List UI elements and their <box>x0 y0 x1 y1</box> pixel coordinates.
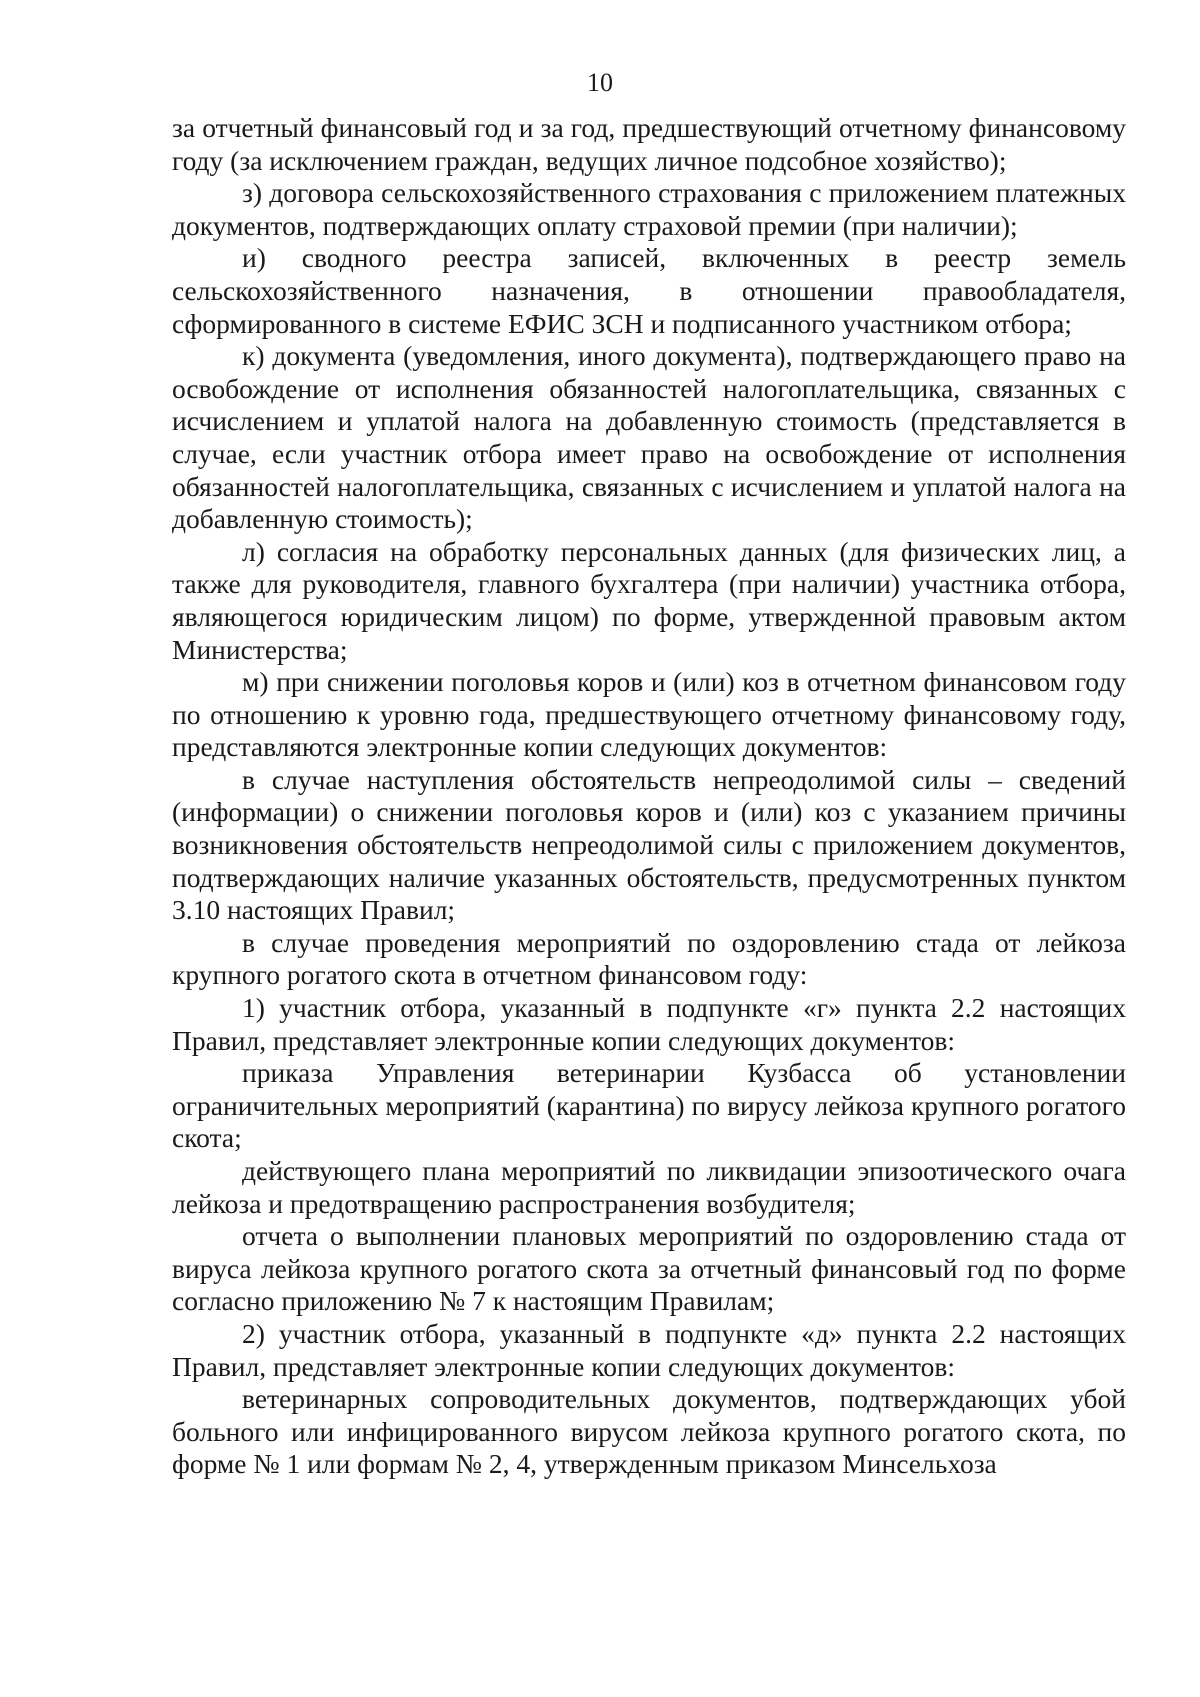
paragraph: ветеринарных сопроводительных документов, подтверждающих убой больного или инфицированного вирусом лейкоза крупного рогатого скота, по форме № 1 или формам № 2, 4, утвержденным приказом Минсельхоза <box>172 1383 1126 1480</box>
paragraph: отчета о выполнении плановых мероприятий по оздоровлению стада от вируса лейкоза крупного рогатого скота за отчетный финансовый год по форме согласно приложению № 7 к настоящим Правилам; <box>172 1220 1126 1317</box>
paragraph: л) согласия на обработку персональных данных (для физических лиц, а также для руководителя, главного бухгалтера (при наличии) участника отбора, являющегося юридическим лицом) по форме, утвержденной правовым актом Министерства; <box>172 535 1126 665</box>
paragraph: и) сводного реестра записей, включенных в реестр земель сельскохозяйственного назначения, в отношении правообладателя, сформированного в системе ЕФИС ЗСН и подписанного участником отбора; <box>172 242 1126 339</box>
document-body <box>172 112 1126 1481</box>
paragraph: в случае проведения мероприятий по оздоровлению стада от лейкоза крупного рогатого скота в отчетном финансовом году: <box>172 926 1126 991</box>
paragraph: 2) участник отбора, указанный в подпункте «д» пункта 2.2 настоящих Правил, представляет электронные копии следующих документов: <box>172 1317 1126 1382</box>
paragraph: в случае наступления обстоятельств непреодолимой силы – сведений (информации) о снижении поголовья коров и (или) коз с указанием причины возникновения обстоятельств непреодолимой силы с приложением документов, подтверждающих наличие указанных обстоятельств, предусмотренных пунктом 3.10 настоящих Правил; <box>172 763 1126 926</box>
paragraph: к) документа (уведомления, иного документа), подтверждающего право на освобождение от исполнения обязанностей налогоплательщика, связанных с исчислением и уплатой налога на добавленную стоимость (представляется в случае, если участник отбора имеет право на освобождение от исполнения обязанностей налогоплательщика, связанных с исчислением и уплатой налога на добавленную стоимость); <box>172 340 1126 535</box>
paragraph: 1) участник отбора, указанный в подпункте «г» пункта 2.2 настоящих Правил, представляет электронные копии следующих документов: <box>172 992 1126 1056</box>
paragraph: м) при снижении поголовья коров и (или) коз в отчетном финансовом году по отношению к уровню года, предшествующего отчетному финансовому году, представляются электронные копии следующих документов: <box>172 666 1126 763</box>
paragraph: действующего плана мероприятий по ликвидации эпизоотического очага лейкоза и предотвращению распространения возбудителя; <box>172 1155 1126 1219</box>
paragraph: за отчетный финансовый год и за год, предшествующий отчетному финансовому году (за исключением граждан, ведущих личное подсобное хозяйство); <box>172 112 1126 176</box>
page-number: 10 <box>587 68 613 97</box>
paragraph: приказа Управления ветеринарии Кузбасса об установлении ограничительных мероприятий (карантина) по вирусу лейкоза крупного рогатого скота; <box>172 1057 1126 1154</box>
paragraph: з) договора сельскохозяйственного страхования с приложением платежных документов, подтверждающих оплату страховой премии (при наличии); <box>172 177 1126 241</box>
